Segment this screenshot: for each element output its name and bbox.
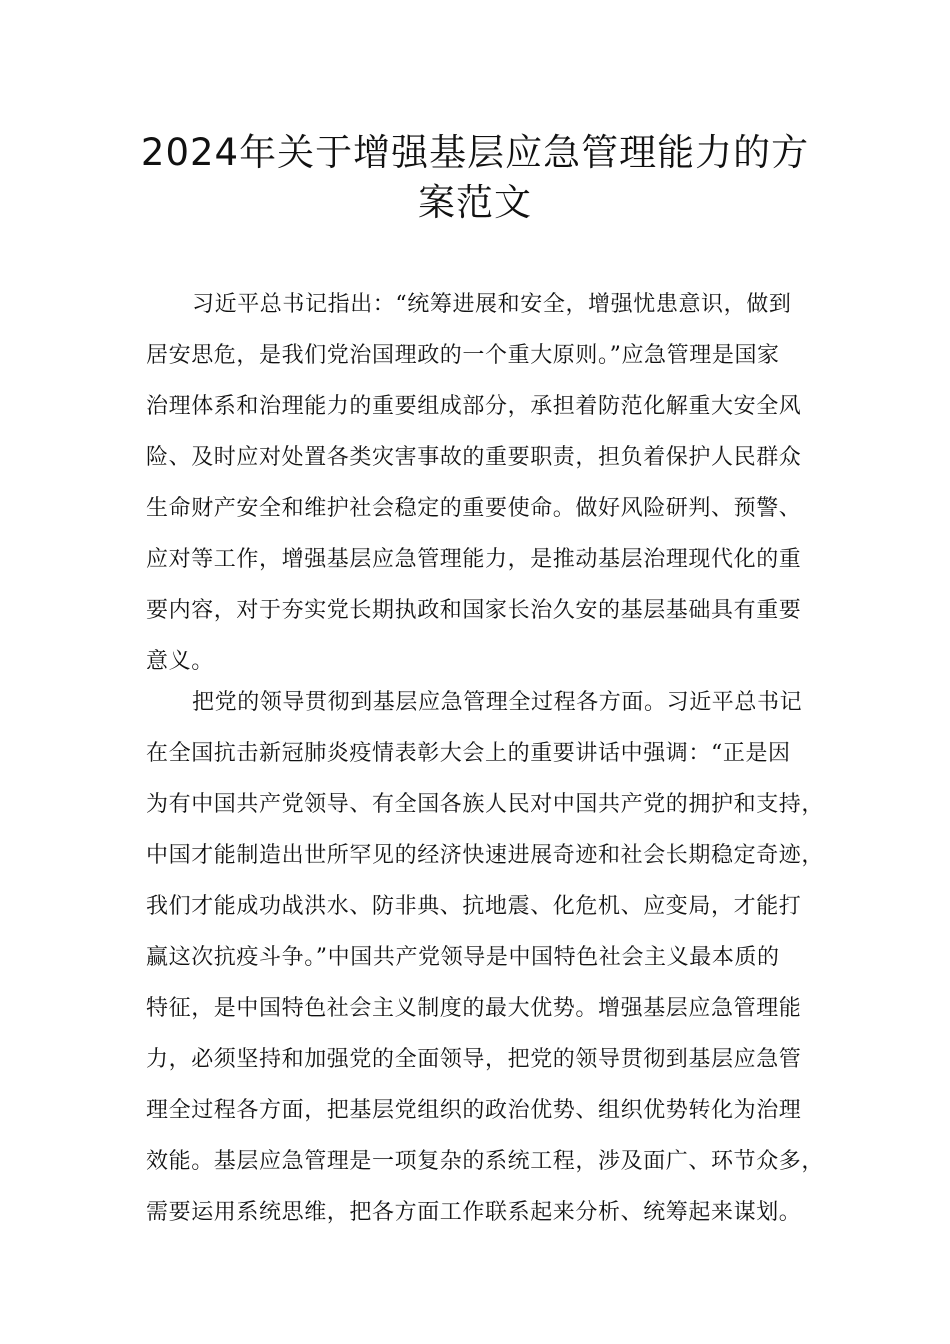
paragraph-line: 赢这次抗疫斗争。”中国共产党领导是中国特色社会主义最本质的 [146,945,780,970]
paragraph-line: 理全过程各方面，把基层党组织的政治优势、组织优势转化为治理 [146,1098,802,1123]
document-title [130,128,820,228]
paragraph-line: 要内容，对于夯实党长期执政和国家长治久安的基层基础具有重要 [146,598,802,623]
paragraph-line: 在全国抗击新冠肺炎疫情表彰大会上的重要讲话中强调：“正是因 [146,741,791,766]
title-line: 2024年关于增强基层应急管理能力的方 [140,131,810,174]
paragraph-line: 生命财产安全和维护社会稳定的重要使命。做好风险研判、预警、 [146,496,802,521]
paragraph-line: 我们才能成功战洪水、防非典、抗地震、化危机、应变局，才能打 [146,894,802,919]
paragraph-line: 意义。 [146,649,214,674]
paragraph-line: 习近平总书记指出：“统筹进展和安全，增强忧患意识，做到 [192,292,792,317]
paragraph [146,279,818,687]
paragraph-line: 需要运用系统思维，把各方面工作联系起来分析、统筹起来谋划。 [146,1200,802,1225]
paragraph-line: 应对等工作，增强基层应急管理能力，是推动基层治理现代化的重 [146,547,802,572]
paragraph-line: 治理体系和治理能力的重要组成部分，承担着防范化解重大安全风 [146,394,802,419]
paragraph-line: 特征，是中国特色社会主义制度的最大优势。增强基层应急管理能 [146,996,802,1021]
paragraph-line: 中国才能制造出世所罕见的经济快速进展奇迹和社会长期稳定奇迹， [146,843,825,868]
paragraph-line: 险、及时应对处置各类灾害事故的重要职责，担负着保护人民群众 [146,445,802,470]
paragraph-line: 力，必须坚持和加强党的全面领导，把党的领导贯彻到基层应急管 [146,1047,802,1072]
paragraph-line: 为有中国共产党领导、有全国各族人民对中国共产党的拥护和支持， [146,792,825,817]
title-line: 案范文 [418,181,532,224]
paragraph-line: 居安思危，是我们党治国理政的一个重大原则。”应急管理是国家 [146,343,780,368]
paragraph [146,677,825,1238]
paragraph-line: 把党的领导贯彻到基层应急管理全过程各方面。习近平总书记 [192,690,803,715]
paragraph-line: 效能。基层应急管理是一项复杂的系统工程，涉及面广、环节众多， [146,1149,825,1174]
